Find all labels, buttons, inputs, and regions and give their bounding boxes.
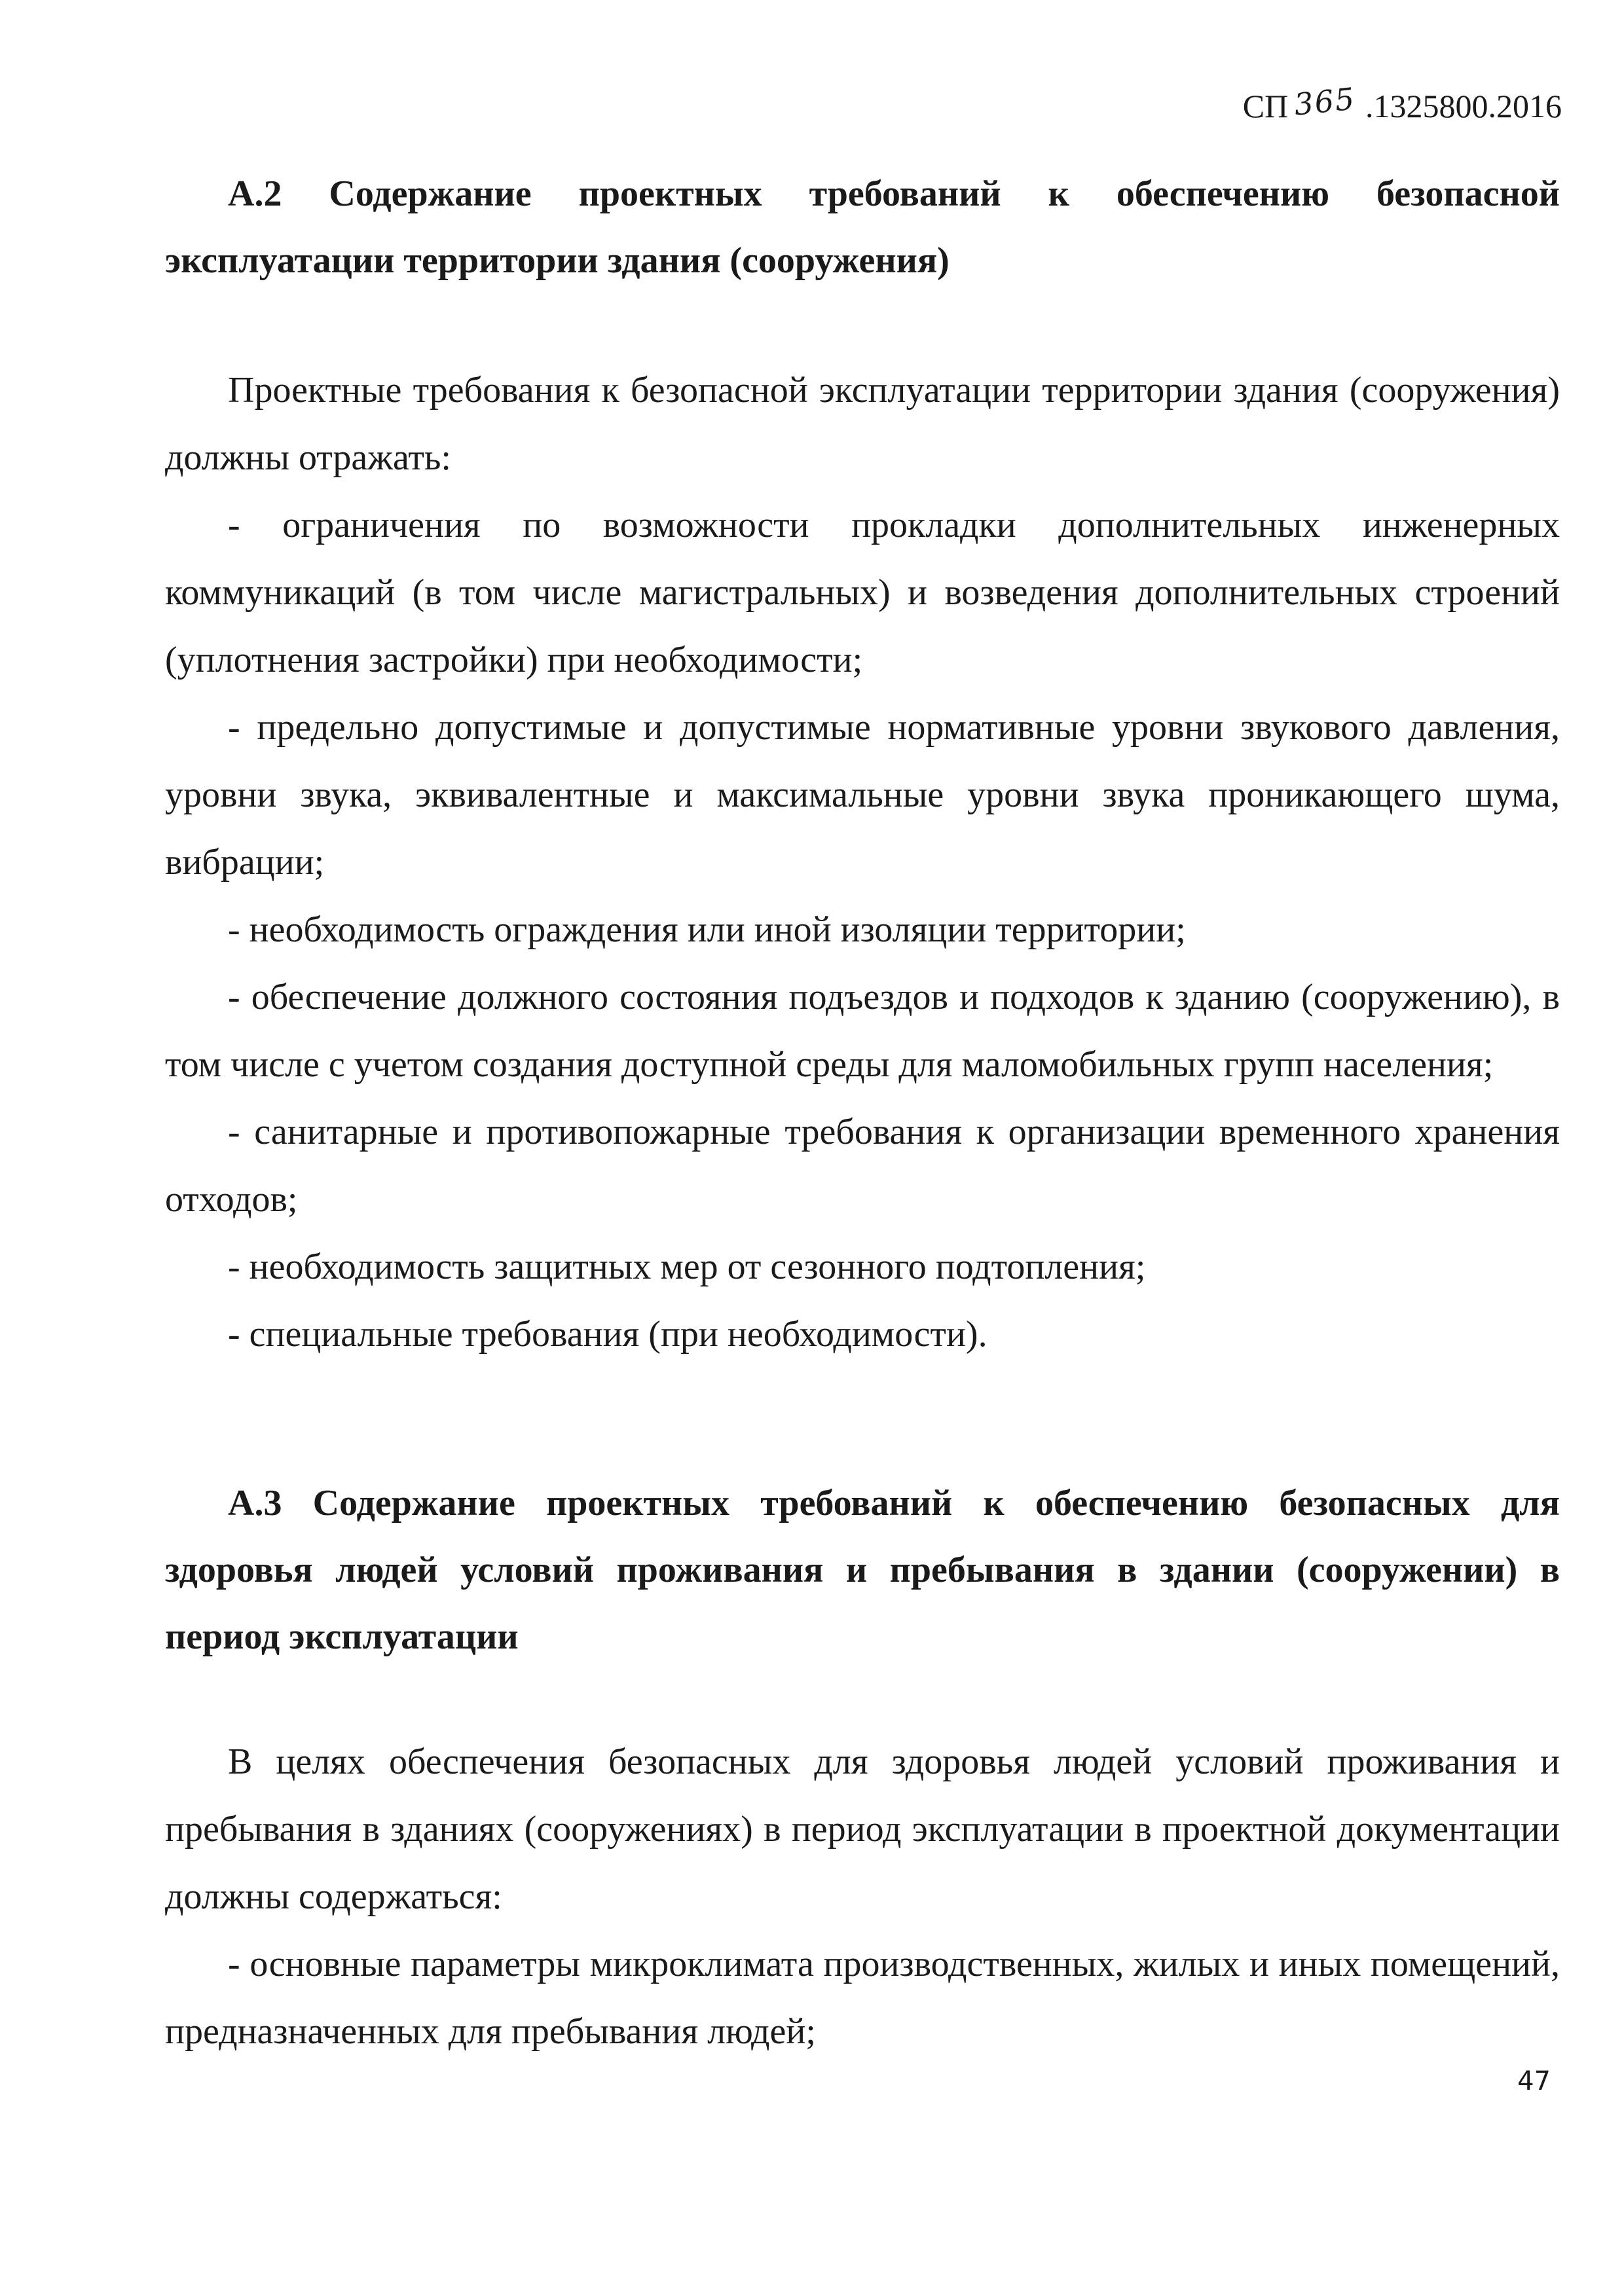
section-a2-item: - предельно допустимые и допустимые нормативные уровни звукового давления, уровни звука, эквивалентные и максимальные уровни звука проникающего шума, вибрации; xyxy=(165,707,1560,883)
code-prefix: СП xyxy=(1242,88,1289,124)
section-a3-body xyxy=(165,1728,1560,2066)
section-a2-item: - санитарные и противопожарные требования к организации временного хранения отходов; xyxy=(165,1112,1560,1220)
section-a2-item: - необходимость защитных мер от сезонного подтопления; xyxy=(228,1247,1146,1287)
section-a3-title: А.3 Содержание проектных требований к обеспечению безопасных для здоровья людей условий проживания и пребывания в здании (сооружении) в период эксплуатации xyxy=(165,1483,1560,1657)
code-suffix: .1325800.2016 xyxy=(1365,88,1562,124)
section-a2-title: А.2 Содержание проектных требований к обеспечению безопасной эксплуатации территории здания (сооружения) xyxy=(165,173,1560,281)
section-a3-item: - основные параметры микроклимата производственных, жилых и иных помещений, предназначенных для пребывания людей; xyxy=(165,1944,1560,2052)
section-a2-item: - необходимость ограждения или иной изоляции территории; xyxy=(228,909,1186,950)
section-a2-item: - специальные требования (при необходимости). xyxy=(228,1314,987,1355)
section-a2-intro: Проектные требования к безопасной эксплуатации территории здания (сооружения) должны отражать: xyxy=(165,370,1560,478)
page-number: 47 xyxy=(1517,2066,1551,2096)
handwritten-code-number: 365 xyxy=(1292,81,1357,122)
section-a3-intro: В целях обеспечения безопасных для здоровья людей условий проживания и пребывания в зданиях (сооружениях) в период эксплуатации в проектной документации должны содержаться: xyxy=(165,1741,1560,1917)
section-a2-item: - обеспечение должного состояния подъездов и подходов к зданию (сооружению), в том числе с учетом создания доступной среды для маломобильных групп населения; xyxy=(165,977,1560,1085)
document-code xyxy=(1242,81,1562,126)
section-a2-item: - ограничения по возможности прокладки дополнительных инженерных коммуникаций (в том числе магистральных) и возведения дополнительных строений (уплотнения застройки) при необходимости; xyxy=(165,505,1560,680)
section-a2-body xyxy=(165,357,1560,1368)
